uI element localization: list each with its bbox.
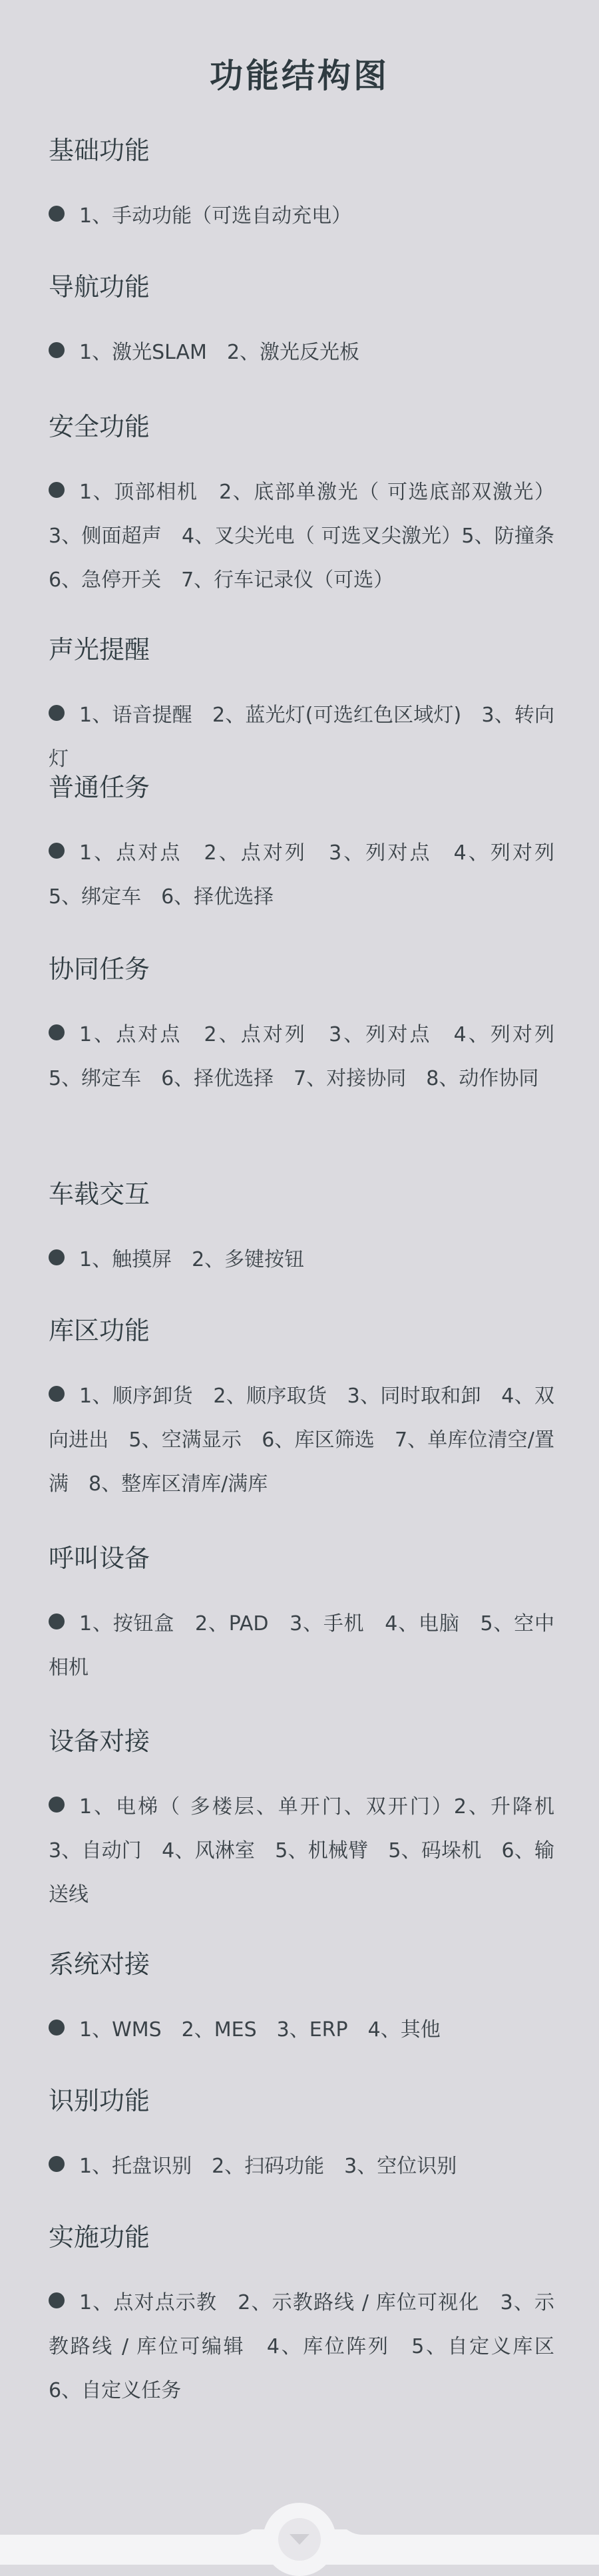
bullet-icon xyxy=(49,1386,65,1402)
section-text: 1、激光SLAM 2、激光反光板 xyxy=(79,341,360,364)
bullet-icon xyxy=(49,843,65,859)
bullet-icon xyxy=(49,2156,65,2172)
section-system-integration xyxy=(49,1947,554,2052)
section-body xyxy=(49,831,574,919)
bullet-icon xyxy=(49,1249,65,1265)
section-recognition xyxy=(49,2083,554,2189)
section-text: 1、语音提醒 2、蓝光灯(可选红色区域灯) 3、转向灯 xyxy=(49,704,554,771)
section-calling-device xyxy=(49,1541,554,1690)
section-body xyxy=(49,2008,554,2052)
section-title: 导航功能 xyxy=(49,272,150,302)
section-title: 库区功能 xyxy=(49,1316,150,1345)
section-title: 车载交互 xyxy=(49,1180,150,1209)
section-body xyxy=(49,2281,574,2413)
section-safety xyxy=(49,409,574,602)
section-text: 1、顶部相机 2、底部单激光（ 可选底部双激光）3、侧面超声 4、叉尖光电（ 可选叉尖激光）5、防撞条 6、急停开关 7、行车记录仪（可选） xyxy=(49,481,574,592)
section-text: 1、点对点 2、点对列 3、列对点 4、列对列 5、绑定车 6、择优选择 xyxy=(49,841,574,909)
bullet-icon xyxy=(49,2020,65,2036)
section-body xyxy=(49,471,574,602)
section-storage-area xyxy=(49,1313,554,1506)
section-text: 1、按钮盒 2、PAD 3、手机 4、电脑 5、空中相机 xyxy=(49,1612,554,1679)
scroll-down-button[interactable] xyxy=(278,2518,321,2561)
section-onboard-interaction xyxy=(49,1177,554,1282)
section-title: 基础功能 xyxy=(49,136,150,165)
section-title: 设备对接 xyxy=(49,1727,150,1756)
bullet-icon xyxy=(49,206,65,222)
section-title: 安全功能 xyxy=(49,412,150,441)
section-text: 1、WMS 2、MES 3、ERP 4、其他 xyxy=(79,2018,441,2041)
section-title: 识别功能 xyxy=(49,2086,150,2115)
section-normal-task xyxy=(49,770,574,919)
section-title: 声光提醒 xyxy=(49,635,150,664)
section-body xyxy=(49,1602,554,1690)
section-title: 实施功能 xyxy=(49,2223,150,2252)
section-text: 1、托盘识别 2、扫码功能 3、空位识别 xyxy=(79,2155,457,2178)
chevron-down-icon xyxy=(288,2532,311,2547)
section-body xyxy=(49,331,554,375)
bottom-curve-right xyxy=(336,2508,599,2535)
page-title: 功能结构图 xyxy=(210,57,389,95)
bullet-icon xyxy=(49,2292,65,2308)
section-body xyxy=(49,2145,554,2189)
section-text: 1、点对点 2、点对列 3、列对点 4、列对列 5、绑定车 6、择优选择 7、对接协同 8、动作协同 xyxy=(49,1023,574,1090)
bottom-curve-left xyxy=(0,2508,263,2535)
section-basic xyxy=(49,133,554,238)
section-body xyxy=(49,1238,554,1282)
bullet-icon xyxy=(49,342,65,358)
bullet-icon xyxy=(49,705,65,721)
section-text: 1、点对点示教 2、示教路线 / 库位可视化 3、示教路线 / 库位可编辑 4、库位阵列 5、自定义库区 6、自定义任务 xyxy=(49,2291,574,2402)
section-text: 1、电梯（ 多楼层、单开门、双开门）2、升降机 3、自动门 4、风淋室 5、机械臂 5、码垛机 6、输送线 xyxy=(49,1795,574,1906)
bullet-icon xyxy=(49,1024,65,1040)
section-text: 1、顺序卸货 2、顺序取货 3、同时取和卸 4、双向进出 5、空满显示 6、库区筛选 7、单库位清空/置满 8、整库区清库/满库 xyxy=(49,1385,554,1496)
section-body xyxy=(49,1013,574,1101)
section-implementation xyxy=(49,2220,574,2413)
section-cooperative-task xyxy=(49,952,574,1101)
section-sound-light xyxy=(49,632,554,781)
section-body xyxy=(49,1785,574,1917)
section-body xyxy=(49,1375,554,1506)
bullet-icon xyxy=(49,1613,65,1629)
section-title: 协同任务 xyxy=(49,955,150,984)
section-text: 1、手动功能（可选自动充电） xyxy=(79,204,352,228)
section-navigation xyxy=(49,270,554,375)
section-body xyxy=(49,194,554,238)
bullet-icon xyxy=(49,482,65,498)
section-device-integration xyxy=(49,1724,574,1917)
section-body xyxy=(49,694,554,781)
section-title: 普通任务 xyxy=(49,773,150,802)
section-title: 呼叫设备 xyxy=(49,1544,150,1573)
section-text: 1、触摸屏 2、多键按钮 xyxy=(79,1248,305,1271)
section-title: 系统对接 xyxy=(49,1950,150,1979)
bullet-icon xyxy=(49,1797,65,1813)
